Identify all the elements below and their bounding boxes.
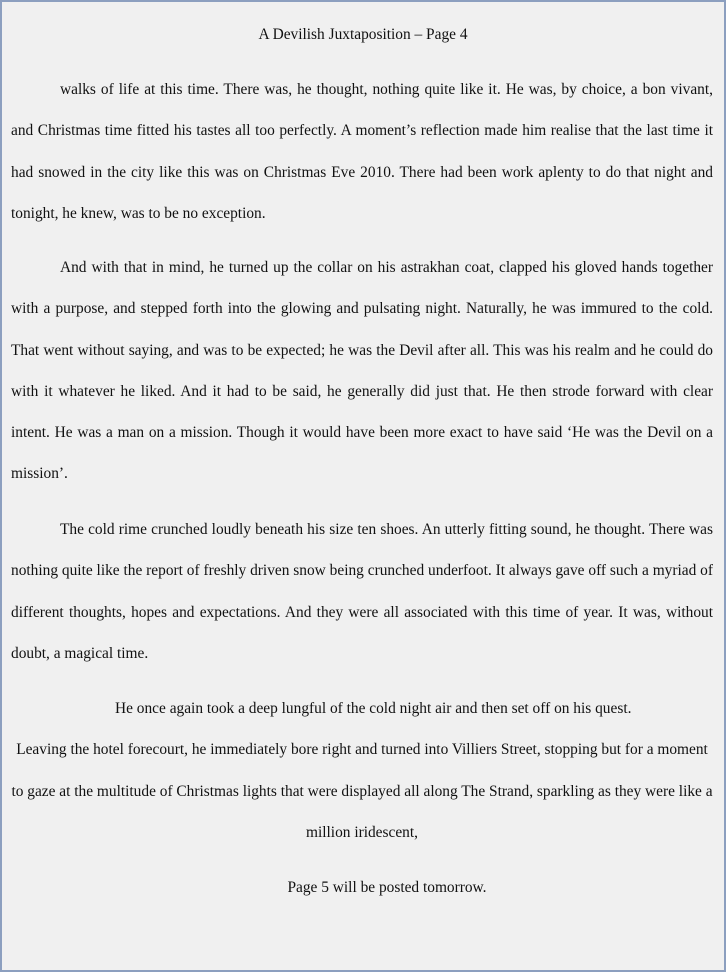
paragraph-3: The cold rime crunched loudly beneath his size ten shoes. An utterly fitting sound, he thought. There was nothing quite like the report of freshly driven snow being crunched underfoot. It always gave off such a myriad of different thoughts, hopes and expectations. And they were all associated with this time of year. It was, without doubt, a magical time. [11,521,713,662]
paragraph-4-first-line: He once again took a deep lungful of the cold night air and then set off on his quest. [115,700,632,717]
page-title: A Devilish Juxtaposition – Page 4 [258,26,468,43]
next-page-notice: Page 5 will be posted tomorrow. [287,879,487,896]
paragraph-4-rest: Leaving the hotel forecourt, he immediately bore right and turned into Villiers Street, stopping but for a moment to gaze at the multitude of Christmas lights that were displayed all along The Strand, sparkling as they were like a million iridescent, [11,741,713,841]
paragraph-4 [11,688,713,853]
paragraph-2: And with that in mind, he turned up the collar on his astrakhan coat, clapped his gloved hands together with a purpose, and stepped forth into the glowing and pulsating night. Naturally, he was immured to the cold. That went without saying, and was to be expected; he was the Devil after all. This was his realm and he could do with it whatever he liked. And it had to be said, he generally did just that. He then strode forward with clear intent. He was a man on a mission. Though it would have been more exact to have said ‘He was the Devil on a mission’. [11,259,713,483]
paragraph-1: walks of life at this time. There was, he thought, nothing quite like it. He was, by choice, a bon vivant, and Christmas time fitted his tastes all too perfectly. A moment’s reflection made him realise that the last time it had snowed in the city like this was on Christmas Eve 2010. There had been work aplenty to do that night and tonight, he knew, was to be no exception. [11,81,713,222]
